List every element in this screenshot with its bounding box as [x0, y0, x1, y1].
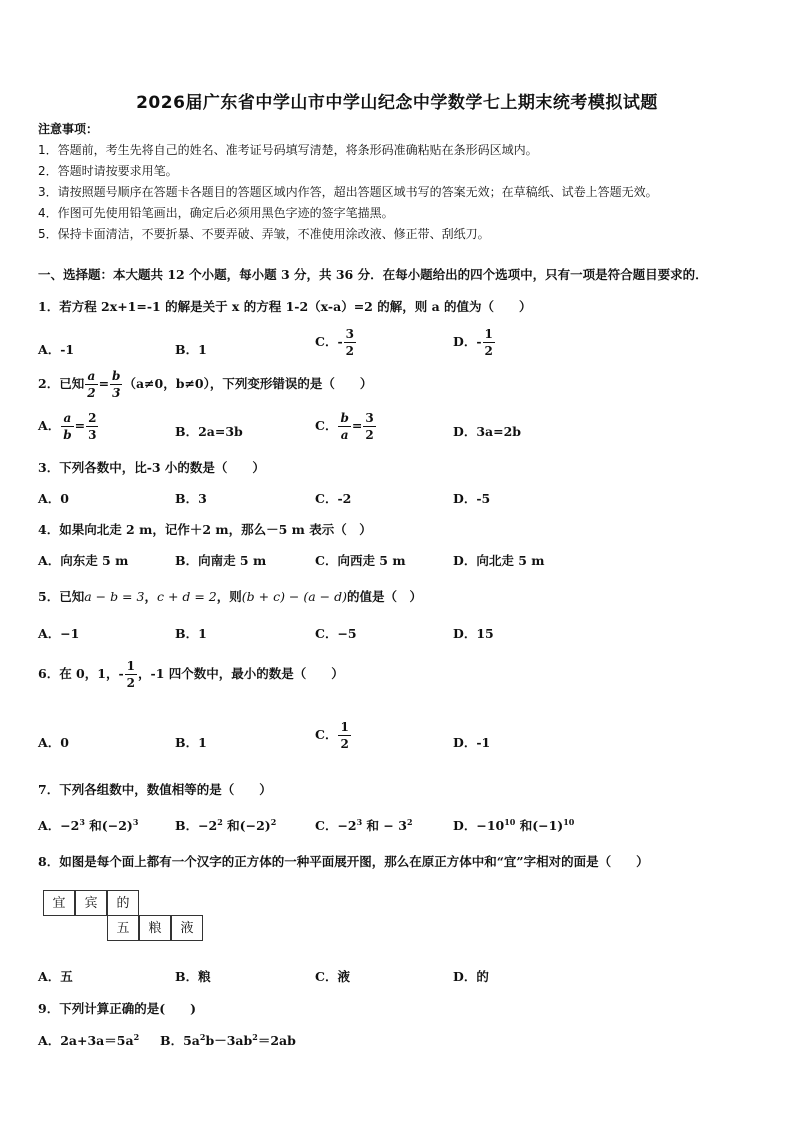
question-7-option-c: C．$-2^3$ 和 − $3^2$: [315, 816, 413, 833]
cube-face: 五: [107, 915, 139, 941]
fraction: $\frac{b}{a}$: [340, 411, 349, 442]
question-6-option-a: A．0: [38, 735, 69, 750]
question-3-stem: 3．下列各数中，比-3 小的数是（ ）: [38, 460, 265, 475]
question-2-option-b: B．2a=3b: [175, 424, 243, 439]
question-6-option-b: B．1: [175, 735, 207, 750]
question-3-option-a: A．0: [38, 491, 69, 506]
fraction: $\frac{a}{2}$: [87, 369, 96, 400]
question-9-option-b: B．$5a^2b-3ab^2=2ab$: [160, 1031, 296, 1048]
question-3-option-d: D．-5: [453, 491, 491, 506]
question-9-option-a: A．$2a+3a=5a^2$: [38, 1031, 140, 1048]
math-expression: (b + c) − (a − d): [241, 589, 348, 604]
section-heading: 一、选择题：本大题共 12 个小题，每小题 3 分，共 36 分．在每小题给出的四个选项中，只有一项是符合题目要求的．: [38, 267, 708, 282]
notice-item: 4．作图可先使用铅笔画出，确定后必须用黑色字迹的签字笔描黑。: [38, 206, 394, 220]
question-7-stem: 7．下列各组数中，数值相等的是（ ）: [38, 782, 272, 797]
fraction: $\frac{1}{2}$: [340, 720, 349, 751]
cube-face: 粮: [139, 915, 171, 941]
question-4-option-b: B．向南走 5 m: [175, 553, 267, 568]
fraction: $\frac{2}{3}$: [88, 411, 97, 442]
question-5-option-a: A．−1: [38, 626, 80, 641]
question-8-option-c: C．液: [315, 969, 350, 984]
question-4-option-d: D．向北走 5 m: [453, 553, 545, 568]
fraction: $\frac{3}{2}$: [345, 327, 354, 358]
question-2-stem: 2．已知 $\frac{a}{2}$ = $\frac{b}{3}$ （a≠0，b≠0），下列变形错误的是（ ）: [38, 369, 373, 400]
question-7-option-a: A．$-2^3$ 和$(-2)^3$: [38, 816, 139, 833]
question-1-option-a: A．-1: [38, 342, 75, 357]
question-3-option-c: C．-2: [315, 491, 352, 506]
fraction: $\frac{3}{2}$: [365, 411, 374, 442]
question-5-option-c: C．−5: [315, 626, 357, 641]
math-expression: a − b = 3: [84, 589, 145, 604]
question-7-option-b: B．$-2^2$ 和$(-2)^2$: [175, 816, 277, 833]
cube-face: 宜: [43, 890, 75, 916]
cube-face: 液: [171, 915, 203, 941]
question-9-stem: 9．下列计算正确的是( ): [38, 1001, 197, 1016]
cube-face: 宾: [75, 890, 107, 916]
question-8-option-b: B．粮: [175, 969, 211, 984]
question-8-stem: 8．如图是每个面上都有一个汉字的正方体的一种平面展开图，那么在原正方体中和“宜”字相对的面是（ ）: [38, 854, 649, 869]
notice-item: 2．答题时请按要求用笔。: [38, 164, 178, 178]
question-6-stem: 6．在 0，1，- $\frac{1}{2}$ ，-1 四个数中，最小的数是（ ）: [38, 659, 344, 690]
question-1-stem: 1．若方程 2x+1=-1 的解是关于 x 的方程 1-2（x-a）=2 的解，则 a 的值为（ ）: [38, 299, 532, 314]
cube-face: 的: [107, 890, 139, 916]
fraction: $\frac{a}{b}$: [63, 411, 72, 442]
question-3-option-b: B．3: [175, 491, 207, 506]
question-2-option-d: D．3a=2b: [453, 424, 522, 439]
math-expression: c + d = 2: [156, 589, 217, 604]
question-2-option-a: A． $\frac{a}{b}$ = $\frac{2}{3}$: [38, 411, 97, 442]
question-8-option-a: A．五: [38, 969, 73, 984]
option-label: D．-: [453, 334, 482, 349]
question-5-stem: 5．已知a − b = 3，c + d = 2，则(b + c) − (a − d)的值是（ ）: [38, 589, 423, 604]
question-2-option-c: C． $\frac{b}{a}$ = $\frac{3}{2}$: [315, 411, 374, 442]
question-5-option-b: B．1: [175, 626, 207, 641]
fraction: $\frac{1}{2}$: [484, 327, 493, 358]
question-1-option-c: [315, 328, 357, 357]
question-6-option-c: C． $\frac{1}{2}$: [315, 720, 349, 751]
notice-item: 5．保持卡面清洁，不要折暴、不要弄破、弄皱，不准使用涂改液、修正带、刮纸刀。: [38, 227, 490, 241]
option-label: C．-: [315, 334, 343, 349]
question-1-option-b: B．1: [175, 342, 207, 357]
exam-title: 2026届广东省中学山市中学山纪念中学数学七上期末统考模拟试题: [136, 93, 658, 113]
question-7-option-d: D．$-10^{10}$ 和$(-1)^{10}$: [453, 816, 575, 833]
fraction: $\frac{b}{3}$: [112, 369, 121, 400]
question-4-option-a: A．向东走 5 m: [38, 553, 129, 568]
notice-item: 1．答题前，考生先将自己的姓名、准考证号码填写清楚，将条形码准确粘贴在条形码区域内。: [38, 143, 538, 157]
question-4-stem: 4．如果向北走 2 m，记作＋2 m，那么－5 m 表示（ ）: [38, 522, 372, 537]
question-6-option-d: D．-1: [453, 735, 491, 750]
question-1-option-d: [453, 328, 496, 357]
question-4-option-c: C．向西走 5 m: [315, 553, 406, 568]
notice-heading: 注意事项：: [38, 122, 99, 136]
question-8-option-d: D．的: [453, 969, 489, 984]
notice-item: 3．请按照题号顺序在答题卡各题目的答题区域内作答，超出答题区域书写的答案无效；在草稿纸、试卷上答题无效。: [38, 185, 658, 199]
question-5-option-d: D．15: [453, 626, 494, 641]
fraction: $\frac{1}{2}$: [126, 659, 135, 690]
